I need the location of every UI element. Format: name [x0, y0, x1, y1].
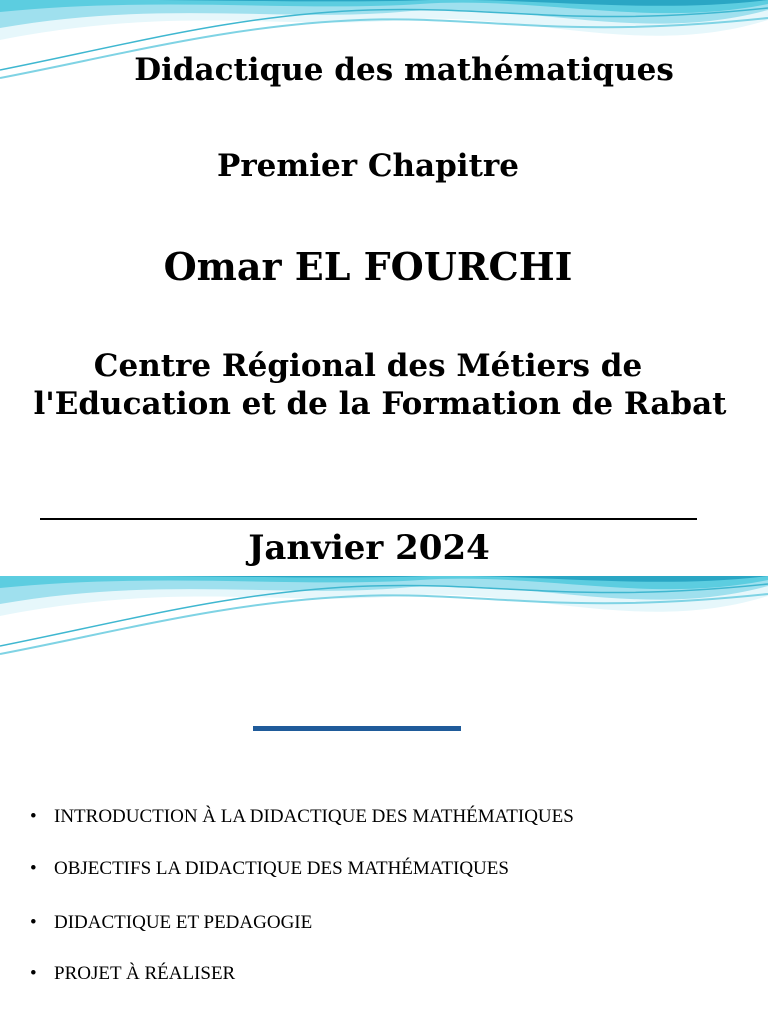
- presentation-date: Janvier 2024: [248, 528, 490, 568]
- agenda-item: [30, 806, 574, 828]
- agenda-item-label: DIDACTIQUE ET PEDAGOGIE: [54, 912, 313, 933]
- chapter-title: Premier Chapitre: [217, 148, 519, 184]
- agenda-item-label: INTRODUCTION À LA DIDACTIQUE DES MATHÉMATIQUES: [54, 806, 574, 827]
- agenda-slide: [0, 576, 768, 1024]
- agenda-item-label: PROJET À RÉALISER: [54, 963, 236, 984]
- agenda-item: [30, 963, 235, 985]
- wave-decoration-top: [0, 576, 768, 666]
- agenda-item: [30, 912, 312, 934]
- agenda-item-label: OBJECTIFS LA DIDACTIQUE DES MATHÉMATIQUES: [54, 858, 509, 879]
- bullet-icon: •: [30, 806, 37, 827]
- bullet-icon: •: [30, 912, 37, 933]
- agenda-item: [30, 858, 509, 880]
- horizontal-rule: [40, 518, 697, 520]
- course-title: Didactique des mathématiques: [134, 52, 674, 88]
- accent-bar: [253, 726, 461, 731]
- institution-line-1: Centre Régional des Métiers de: [93, 348, 643, 384]
- bullet-icon: •: [30, 963, 37, 984]
- institution-line-2: l'Education et de la Formation de Rabat: [33, 386, 727, 422]
- author-name: Omar EL FOURCHI: [163, 244, 573, 289]
- bullet-icon: •: [30, 858, 37, 879]
